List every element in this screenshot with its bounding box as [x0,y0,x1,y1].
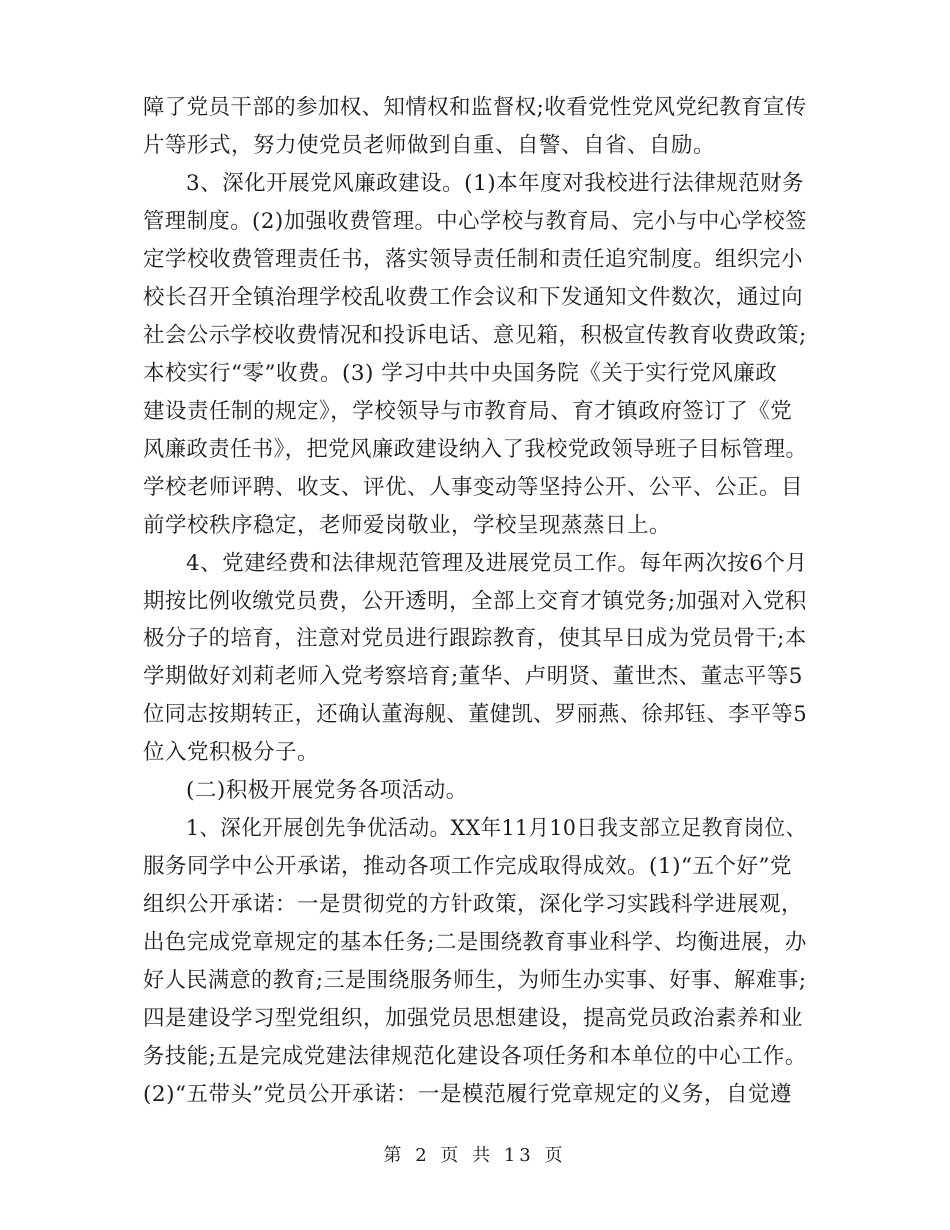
text-line: 务技能;五是完成党建法律规范化建设各项任务和本单位的中心工作。 [143,1044,807,1069]
text-line: 服务同学中公开承诺，推动各项工作完成取得成效。(1)“五个好”党 [143,854,792,879]
text-line: 管理制度。(2)加强收费管理。中心学校与教育局、完小与中心学校签 [143,209,807,234]
text-line: 风廉政责任书》，把党风廉政建设纳入了我校党政领导班子目标管理。 [143,437,808,462]
text-line: 障了党员干部的参加权、知情权和监督权;收看党性党风党纪教育宣传 [143,95,807,120]
text-line: 出色完成党章规定的基本任务;二是围绕教育事业科学、均衡进展，办 [143,930,807,955]
text-line: 片等形式，努力使党员老师做到自重、自警、自省、自励。 [143,133,716,158]
text-line: 位入党积极分子。 [143,740,320,765]
text-line: 位同志按期转正，还确认董海舰、董健凯、罗丽燕、徐邦钰、李平等5 [143,702,808,727]
section-heading: (二)积极开展党务各项活动。 [186,778,468,803]
text-line: 本校实行“零”收费。(3) 学习中共中央国务院《关于实行党风廉政 [143,361,778,386]
text-line: (2)“五带头”党员公开承诺：一是模范履行党章规定的义务，自觉遵 [143,1082,792,1107]
page-number: 第 2 页 共 13 页 [383,1145,567,1166]
text-line: 社会公示学校收费情况和投诉电话、意见箱，积极宣传教育收费政策; [143,323,807,348]
paragraph-first-line: 4、党建经费和法律规范管理及进展党员工作。每年两次按6个月 [186,551,808,576]
paragraph-first-line: 1、深化开展创先争优活动。XX年11月10日我支部立足教育岗位、 [186,816,807,841]
text-line: 好人民满意的教育;三是围绕服务师生，为师生办实事、好事、解难事; [143,968,807,993]
text-line: 学校老师评聘、收支、评优、人事变动等坚持公开、公平、公正。目 [143,475,804,500]
text-line: 校长召开全镇治理学校乱收费工作会议和下发通知文件数次，通过向 [143,285,804,310]
text-line: 建设责任制的规定》，学校领导与市教育局、育才镇政府签订了《党 [143,399,793,424]
text-line: 期按比例收缴党员费，公开透明，全部上交育才镇党务;加强对入党积 [143,589,807,614]
text-line: 定学校收费管理责任书，落实领导责任制和责任追究制度。组织完小 [143,247,804,272]
text-line: 四是建设学习型党组织，加强党员思想建设，提高党员政治素养和业 [143,1006,804,1031]
text-line: 组织公开承诺：一是贯彻党的方针政策，深化学习实践科学进展观， [143,892,804,917]
paragraph-first-line: 3、深化开展党风廉政建设。(1)本年度对我校进行法律规范财务 [186,171,805,196]
text-line: 前学校秩序稳定，老师爱岗敬业，学校呈现蒸蒸日上。 [143,513,672,538]
text-line: 学期做好刘莉老师入党考察培育;董华、卢明贤、董世杰、董志平等5 [143,664,803,689]
text-line: 极分子的培育，注意对党员进行跟踪教育，使其早日成为党员骨干;本 [143,626,807,651]
